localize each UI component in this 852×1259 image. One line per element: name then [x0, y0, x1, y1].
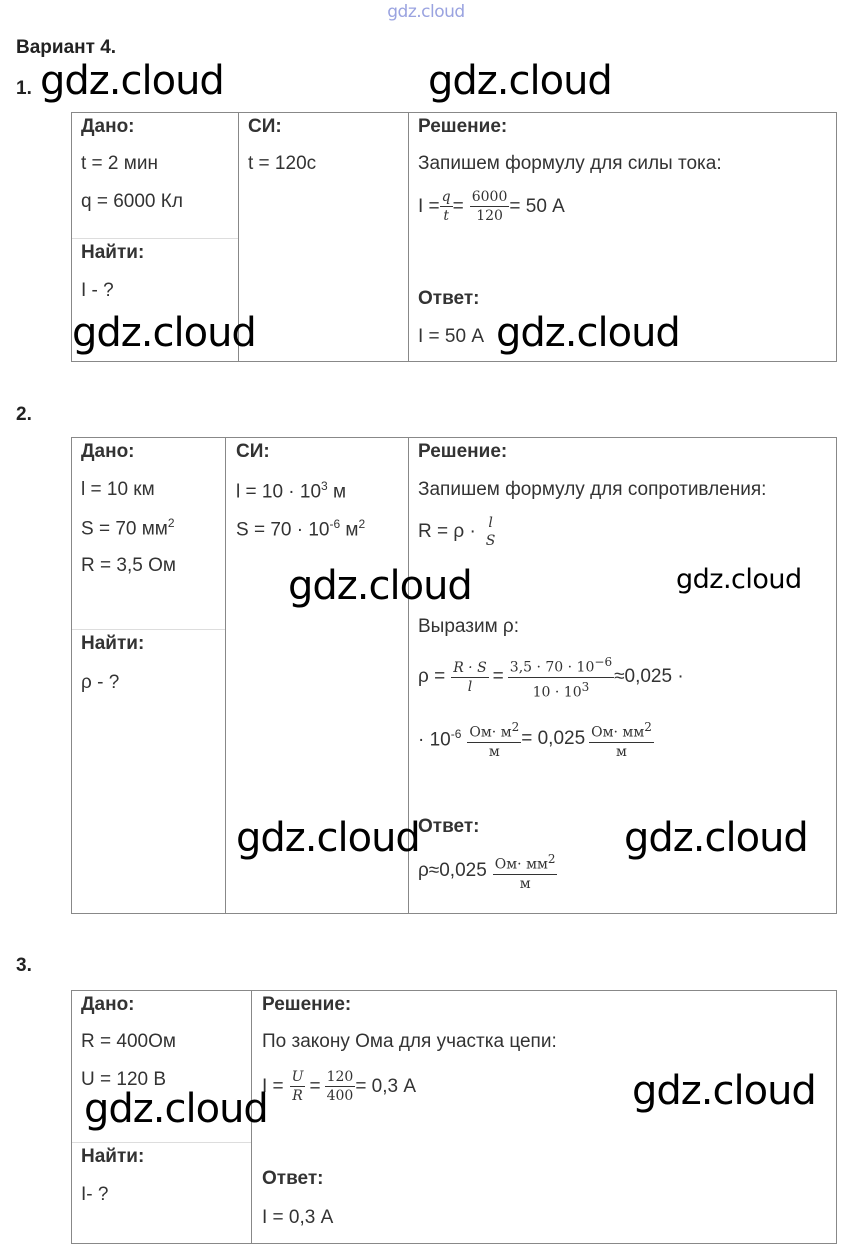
problem-2-formula-2-den-1: l — [467, 678, 473, 695]
problem-2-answer-fraction — [493, 850, 558, 893]
problem-2-si-2-unit-sup: 2 — [358, 517, 366, 531]
problem-2-formula-3-lhs-sup: -6 — [450, 727, 462, 742]
problem-2-formula-2-eq: = — [492, 666, 504, 688]
problem-1-fraction-2-num: 6000 — [471, 189, 508, 205]
problem-2-formula-3-lhs — [418, 727, 461, 751]
problem-2-formula-3-fraction-2 — [589, 718, 654, 761]
top-watermark: gdz.cloud — [387, 2, 465, 22]
problem-3-solution-title: Решение: — [262, 994, 352, 1015]
watermark: gdz.cloud — [496, 310, 680, 356]
problem-2-given-divider — [72, 629, 225, 630]
problem-2-given-2 — [81, 516, 175, 540]
problem-1-formula-lhs: I = — [418, 195, 440, 217]
problem-2-formula-3-mid: = 0,025 — [521, 728, 586, 750]
problem-2-formula-3-num-2-base: Ом· мм — [591, 724, 645, 741]
problem-3-fraction-2-den: 400 — [326, 1088, 354, 1104]
problem-2-given-title: Дано: — [81, 441, 135, 462]
problem-1-answer: I = 50 А — [418, 326, 485, 347]
problem-3-given-divider — [72, 1142, 251, 1143]
problem-3-fraction-1-den: R — [292, 1088, 303, 1104]
problem-2-formula-2-fraction-1 — [451, 659, 488, 696]
watermark: gdz.cloud — [84, 1086, 268, 1132]
problem-3-find-title: Найти: — [81, 1146, 145, 1167]
problem-2-answer-lhs: ρ≈0,025 — [418, 860, 487, 882]
problem-2-si-1-sup: 3 — [321, 479, 328, 493]
problem-2-answer-den: м — [519, 875, 531, 892]
problem-2-formula-2-den-2 — [508, 678, 614, 702]
problem-1-fraction-1-num: q — [441, 189, 451, 205]
problem-1-given-divider — [72, 238, 238, 239]
problem-2-given-1: l = 10 км — [81, 479, 155, 500]
problem-1-find-title: Найти: — [81, 242, 145, 263]
watermark: gdz.cloud — [676, 564, 802, 595]
problem-2-si-2 — [236, 517, 365, 541]
problem-1-given-2: q = 6000 Кл — [81, 191, 183, 212]
problem-3-fraction-1 — [290, 1068, 306, 1105]
problem-1-formula — [418, 188, 565, 225]
problem-2-si-2-sup: -6 — [329, 517, 341, 531]
problem-2-formula-3-num-1 — [467, 718, 521, 743]
watermark: gdz.cloud — [236, 815, 420, 861]
problem-3-formula-lhs: I = — [262, 1075, 284, 1097]
problem-3-fraction-1-num: U — [291, 1069, 304, 1085]
problem-2-formula-2-den-2-sup: 3 — [581, 679, 590, 694]
problem-2-si-2-unit: м — [340, 519, 359, 541]
problem-2-answer-num-base: Ом· мм — [494, 856, 548, 873]
problem-2-formula-3-num-2 — [589, 718, 654, 743]
problem-2-formula-1-lhs: R = ρ · — [418, 521, 476, 542]
problem-2-si-2-base: S = 70 · 10 — [236, 519, 330, 541]
problem-2-formula-3-num-2-sup: 2 — [644, 720, 652, 734]
problem-2-formula-2-den-2-base: 10 · 10 — [532, 684, 582, 701]
problem-2-formula-2 — [418, 653, 684, 701]
problem-2-formula-2-fraction-2 — [508, 653, 614, 701]
problem-2-si-title: СИ: — [236, 441, 270, 462]
problem-1-fraction-2-den: 120 — [476, 208, 503, 224]
problem-2-si-1-unit: м — [327, 481, 347, 503]
problem-1-si-1: t = 120с — [248, 153, 317, 174]
watermark: gdz.cloud — [72, 310, 256, 356]
problem-1-fraction-1-den: t — [443, 208, 449, 224]
problem-2-formula-3-lhs-base: · 10 — [418, 729, 451, 751]
problem-3-number: 3. — [16, 955, 32, 976]
problem-2-find-1: ρ - ? — [81, 672, 120, 693]
problem-1-number: 1. — [16, 78, 32, 99]
watermark: gdz.cloud — [632, 1068, 816, 1114]
problem-2-answer-num — [493, 850, 558, 875]
problem-2-formula-3-den-2: м — [616, 743, 627, 760]
problem-2-find-title: Найти: — [81, 633, 145, 654]
watermark: gdz.cloud — [288, 563, 472, 609]
problem-2-formula-2-num-2-sup: −6 — [594, 655, 613, 669]
problem-2-formula-1-fraction — [484, 514, 498, 550]
problem-1-si-title: СИ: — [248, 116, 282, 137]
problem-3-formula-eq: = — [309, 1075, 321, 1097]
problem-2-si-1 — [236, 479, 346, 503]
problem-2-solution-title: Решение: — [418, 441, 508, 462]
problem-1-formula-eq: = — [452, 195, 464, 217]
problem-3-given-title: Дано: — [81, 994, 135, 1015]
problem-2-formula-1-den: S — [485, 533, 496, 549]
problem-2-formula-2-lhs: ρ = — [418, 666, 446, 688]
problem-1-given-1: t = 2 мин — [81, 153, 158, 174]
problem-1-find-1: I - ? — [81, 280, 114, 301]
problem-2-formula-1-num: l — [488, 515, 493, 531]
problem-3-formula — [262, 1068, 416, 1105]
problem-2-formula-2-num-2-base: 3,5 · 70 · 10 — [509, 659, 595, 676]
problem-3-formula-rhs: = 0,3 А — [355, 1075, 417, 1097]
watermark: gdz.cloud — [428, 58, 612, 104]
problem-2-formula-2-rhs: ≈0,025 · — [614, 666, 684, 688]
problem-1-fraction-2 — [470, 188, 510, 225]
problem-3-find-1: I- ? — [81, 1184, 109, 1205]
problem-3-given-2: U = 120 В — [81, 1069, 167, 1090]
problem-2-formula-2-num-1: R · S — [453, 659, 487, 676]
problem-3-answer-title: Ответ: — [262, 1168, 324, 1189]
problem-2-formula-3-num-1-sup: 2 — [511, 720, 520, 734]
variant-title: Вариант 4. — [16, 37, 117, 58]
problem-3-given-1: R = 400Ом — [81, 1031, 176, 1052]
problem-2-number: 2. — [16, 404, 32, 425]
problem-2-given-3: R = 3,5 Ом — [81, 555, 176, 576]
problem-1-solution-text: Запишем формулу для силы тока: — [418, 153, 722, 174]
problem-2-answer-num-sup: 2 — [547, 852, 556, 866]
problem-1-fraction-1 — [440, 188, 453, 225]
problem-2-formula-3-num-1-base: Ом· м — [469, 724, 512, 741]
problem-1-answer-title: Ответ: — [418, 288, 480, 309]
problem-1-given-title: Дано: — [81, 116, 135, 137]
problem-2-given-2-base: S = 70 мм — [81, 518, 168, 540]
problem-3-answer: I = 0,3 А — [262, 1207, 334, 1228]
problem-2-solution-text: Запишем формулу для сопротивления: — [418, 479, 767, 500]
problem-2-express-text: Выразим ρ: — [418, 616, 520, 637]
problem-2-si-1-base: l = 10 · 10 — [236, 481, 322, 503]
problem-2-col-divider-1 — [225, 437, 226, 914]
problem-2-formula-1 — [418, 514, 497, 550]
watermark: gdz.cloud — [624, 815, 808, 861]
problem-1-col-divider-2 — [408, 112, 409, 362]
watermark: gdz.cloud — [40, 58, 224, 104]
problem-2-answer-title: Ответ: — [418, 816, 480, 837]
problem-2-formula-3-den-1: м — [488, 743, 500, 760]
problem-2-formula-3-fraction-1 — [467, 718, 521, 761]
problem-2-formula-2-num-2 — [508, 653, 614, 678]
problem-2-given-2-sup: 2 — [167, 516, 175, 530]
problem-1-formula-rhs: = 50 А — [509, 195, 565, 217]
problem-1-solution-title: Решение: — [418, 116, 508, 137]
problem-3-fraction-2-num: 120 — [326, 1069, 354, 1085]
problem-3-solution-text: По закону Ома для участка цепи: — [262, 1031, 557, 1052]
problem-2-answer — [418, 850, 557, 893]
problem-2-formula-3 — [418, 718, 654, 761]
problem-3-fraction-2 — [325, 1068, 356, 1105]
